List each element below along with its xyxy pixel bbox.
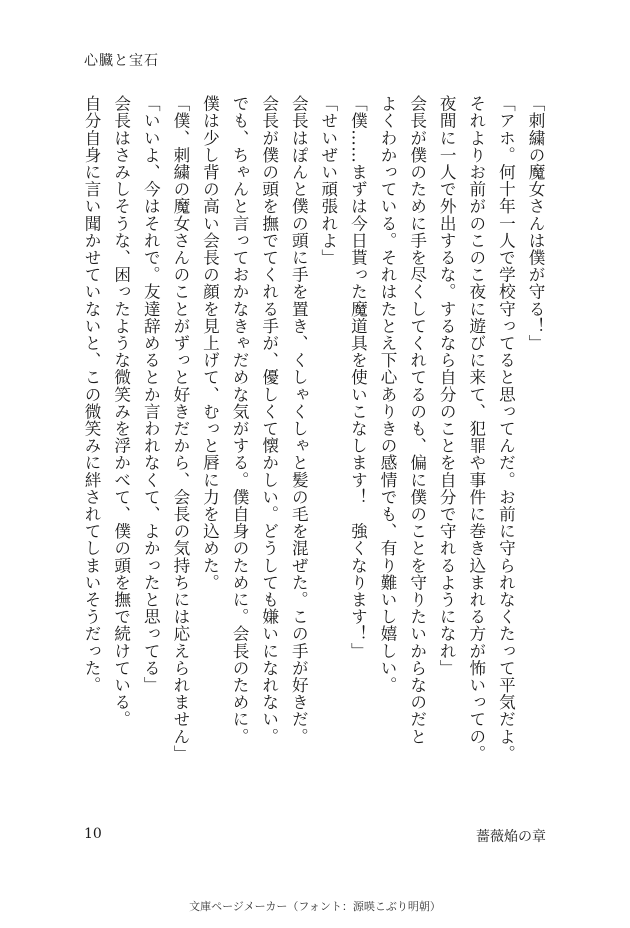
text-line: 僕は少し背の高い会長の顔を見上げて、むっと唇に力を込めた。 xyxy=(200,95,220,591)
text-line: 「僕……まずは今日貰った魔道具を使いこなします！ 強くなります！」 xyxy=(348,95,368,660)
text-line: 「いいよ、今はそれで。友達辞めるとか言われなくて、よかったと思ってる」 xyxy=(141,95,161,694)
text-line: でも、ちゃんと言っておかなきゃだめな気がする。僕自身のために。会長のために。 xyxy=(230,95,250,745)
vertical-body-text xyxy=(82,95,550,795)
text-line: 会長が僕のために手を尽くしてくれてるのも、偏に僕のことを守りたいからなのだと xyxy=(407,95,427,745)
text-line: よくわかっている。それはたとえ下心ありきの感情でも、有り難いし嬉しい。 xyxy=(378,95,398,694)
text-line: 「せいぜい頑張れよ」 xyxy=(318,95,338,266)
text-line: 夜間に一人で外出するな。するなら自分のことを自分で守れるようになれ」 xyxy=(437,95,457,677)
text-line: 「僕、刺繍の魔女さんのことがずっと好きだから、会長の気持ちには応えられません」 xyxy=(170,95,190,762)
text-line: 会長はぽんと僕の頭に手を置き、くしゃくしゃと髪の毛を混ぜた。この手が好きだ。 xyxy=(289,95,309,745)
text-line: 会長はさみしそうな、困ったような微笑みを浮かべて、僕の頭を撫で続けている。 xyxy=(111,95,131,728)
text-line: それよりお前がのこのこ夜に遊びに来て、犯罪や事件に巻き込まれる方が怖いっての。 xyxy=(466,95,486,762)
running-title: 心臓と宝石 xyxy=(84,53,159,69)
page-number: 10 xyxy=(84,826,102,842)
text-line: 「アホ。何十年一人で学校守ってると思ってんだ。お前に守られなくたって平気だよ。 xyxy=(496,95,516,762)
text-line: 自分自身に言い聞かせていないと、この微笑みに絆されてしまいそうだった。 xyxy=(82,95,102,694)
chapter-name: 薔薇焔の章 xyxy=(476,829,546,845)
text-line: 会長が僕の頭を撫でてくれる手が、優しくて懐かしい。どうしても嫌いになれない。 xyxy=(259,95,279,745)
footer-credit: 文庫ページメーカー（フォント：源暎こぶり明朝） xyxy=(189,900,441,913)
text-line: 「刺繍の魔女さんは僕が守る！」 xyxy=(526,95,545,352)
